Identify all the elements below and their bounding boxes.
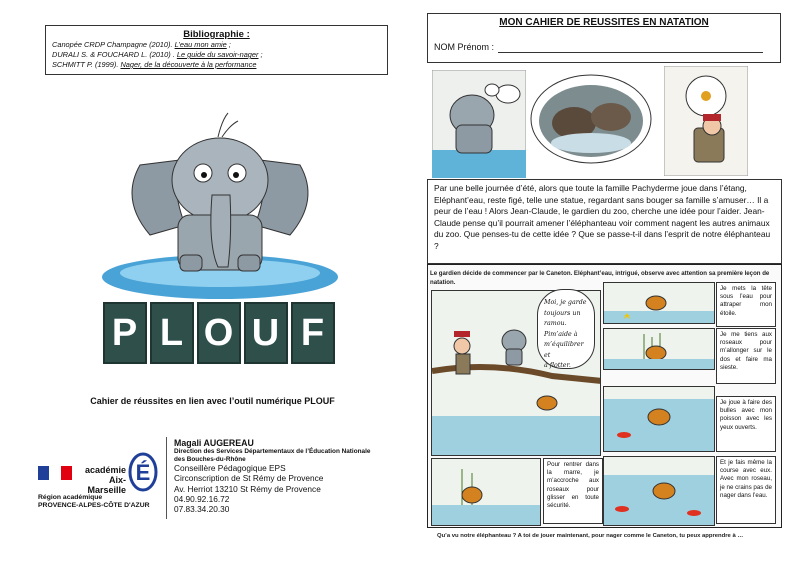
bibliography-title: Bibliographie : [183,29,250,40]
republique-flag-icon [38,466,72,484]
elephant-illustration [100,105,340,305]
academie-e-icon [128,448,158,492]
caption-race: Et je fais même la course avec eux. Avec mon roseau, je ne crains pas de nager dans l’eau. [716,456,776,524]
speech-bubble [537,289,595,369]
bibliography-box [45,25,388,75]
contact-direction-1: Direction des Services Départementaux de l’Éducation Nationale [174,448,371,456]
caption-star: Je mets la tête sous l’eau pour attraper mon étoile. [716,282,776,327]
plouf-letter-l: L [150,302,194,364]
academie-line-2: Aix-Marseille [87,475,126,495]
bibliography-entry-1: Canopée CRDP Champagne (2010). L’eau mon amie ; [52,40,231,49]
contact-circonscription: Circonscription de St Rémy de Provence [174,473,324,484]
bibliography-entry-2: DURALI S. & FOUCHARD L. (2010) . Le guide du savoir-nager ; [52,50,263,59]
footer-question: Qu’a vu notre éléphanteau ? A toi de jouer maintenant, pour nager comme le Caneton, tu peux apprendre à … [437,533,744,539]
contact-direction-2: des Bouches-du-Rhône [174,455,246,463]
duck-star-art [604,283,715,324]
region-line-1: Région académique [38,494,103,501]
caption-reeds: Je me tiens aux roseaux pour m’allonger sur le dos et faire ma sieste. [716,328,776,384]
elephant-splash-image [529,73,653,165]
duck-bubbles-art [604,387,715,452]
contact-block [174,438,404,515]
contact-divider [166,437,167,519]
academie-logo [38,460,158,520]
contact-role: Conseillère Pédagogique EPS [174,462,286,473]
comic-panel-star [603,282,715,324]
caption-enter: Pour rentrer dans la marre, je m’accroche aux roseaux pour glisser en toute sécurité. [543,458,603,524]
nom-prenom-label: NOM Prénom : [434,42,495,52]
plouf-letter-f: F [291,302,335,364]
duck-reeds-art [604,329,715,370]
bubble-line-3: ramou. [544,320,567,327]
plouf-logo [103,302,335,364]
elephant-pool-image [432,70,526,178]
bibliography-entry-3: SCHMITT P. (1999). Nager, de la découverte à la performance [52,60,257,69]
bubble-line-5: m’équilibrer et [544,341,584,359]
comic-panel-enter [431,458,541,526]
bubble-line-6: à flotter. [544,362,571,369]
duck-race-art [604,457,715,526]
comic-panel-race [603,456,715,526]
comic-panel-reeds [603,328,715,370]
contact-phone-2: 07.83.34.20.30 [174,504,230,515]
nom-prenom-line [498,52,763,53]
academie-line-1: académie [84,465,126,475]
contact-phone-1: 04.90.92.16.72 [174,494,230,505]
contact-name: Magali AUGEREAU [174,438,254,448]
comic-intro: Le gardien décide de commencer par le Caneton. Eléphant’eau, intrigué, observe avec attention sa première leçon de natation. [430,270,770,286]
duck-enter-art [432,459,541,526]
plouf-letter-o: O [197,302,241,364]
plouf-letter-p: P [103,302,147,364]
region-line-2: PROVENCE-ALPES-CÔTE D'AZUR [38,502,150,509]
cahier-link-text: Cahier de réussites en lien avec l’outil numérique PLOUF [90,396,335,406]
bubble-line-4: Pim’aide à [544,330,578,338]
plouf-letter-u: U [244,302,288,364]
contact-address: Av. Herriot 13210 St Rémy de Provence [174,483,321,494]
zookeeper-image [664,66,748,176]
comic-panel-bubbles [603,386,715,452]
cahier-title: MON CAHIER DE REUSSITES EN NATATION [499,17,709,28]
bubble-line-1: Moi, je garde [544,299,587,306]
story-text: Par une belle journée d’été, alors que toute la famille Pachyderme joue dans l’étang, Eléphant’eau, reste figé, telle une statue, regardant sans bouger sa famille s’amuser… Il a peur de l’eau ! Alors Jean-Claude, le gardien du zoo, cherche une idée pour l’aider. Jean-Claude pense qu’il pourrait amener l’éléphanteau voir comment nagent les autres animaux du zoo. Que penses-tu de cette idée ? Que se passe-t-il dans l’esprit de notre éléphanteau ? [427,179,782,264]
caption-bubbles: Je joue à faire des bulles avec mon poisson avec les yeux ouverts. [716,396,776,452]
bubble-line-2: toujours un [544,309,581,317]
svg-text:É: É [135,460,151,485]
